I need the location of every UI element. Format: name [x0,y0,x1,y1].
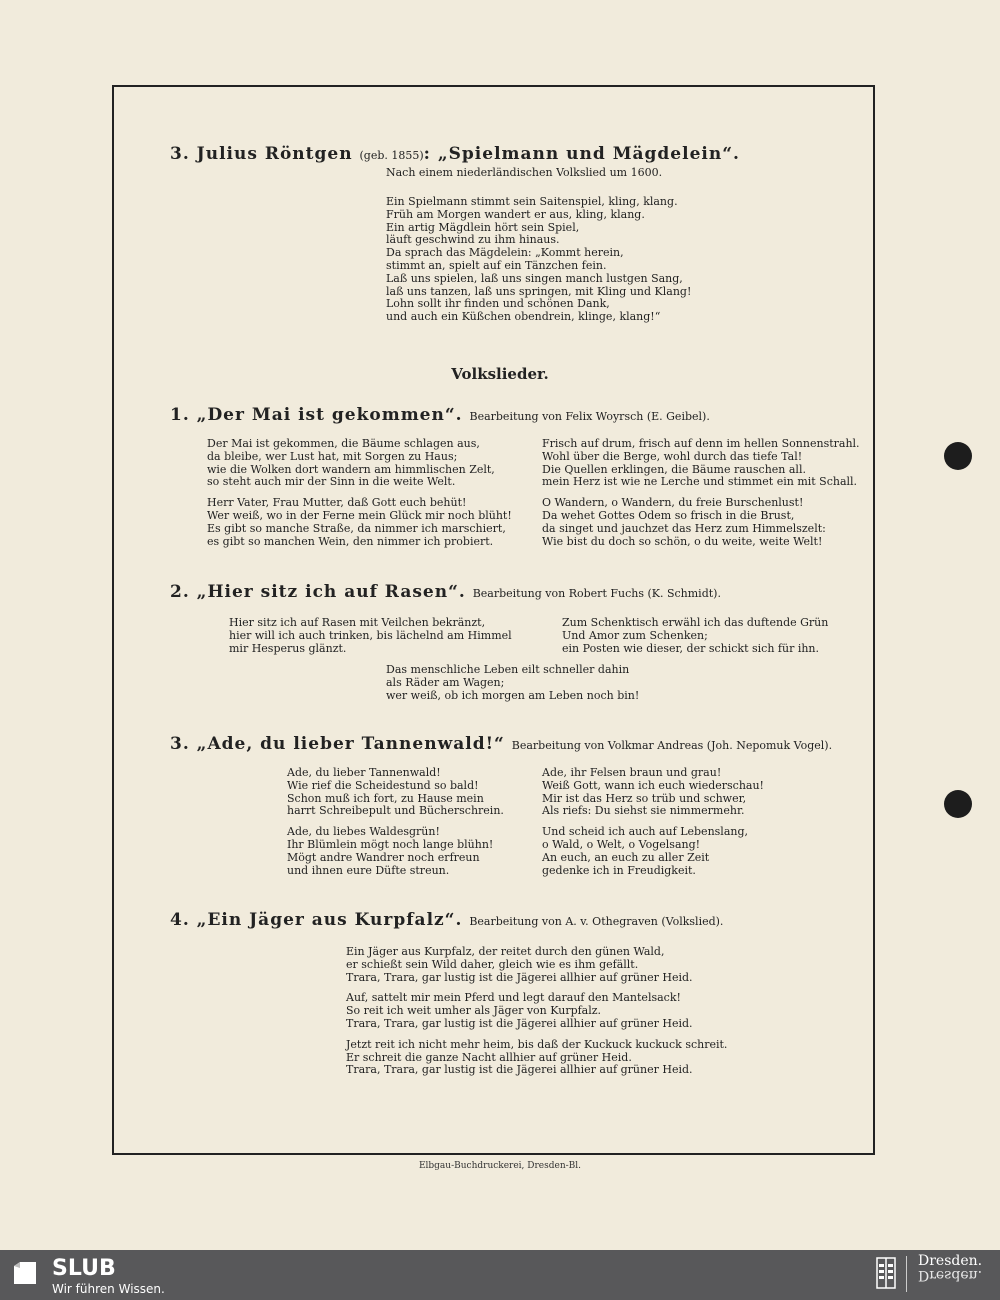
verse-line: es gibt so manchen Wein, den nimmer ich probiert. [207,534,494,548]
dresden-name-reflection: Dresden. [918,1267,983,1283]
verse-line: Laß uns spielen, laß uns singen manch lustgen Sang, [386,271,683,285]
verse-line: und ihnen eure Düfte streun. [287,863,450,877]
verse-line: Ade, ihr Felsen braun und grau! [542,766,722,779]
verse-line: er schießt sein Wild daher, gleich wie es ihm gefällt. [346,957,639,971]
slub-logo-icon [12,1260,38,1286]
song1-right-column [542,438,860,556]
roentgen-note: Nach einem niederländischen Volkslied um 1600. [386,166,663,179]
verse-line: mein Herz ist wie ne Lerche und stimmet ein mit Schall. [542,475,858,489]
printer-imprint: Elbgau-Buchdruckerei, Dresden-Bl. [418,1161,582,1171]
slub-footer-bar [0,1250,1000,1300]
verse-line: Da sprach das Mägdelein: „Kommt herein, [386,246,624,260]
roentgen-title [170,144,740,164]
song1-left-column [207,438,512,556]
verse-line: Schon muß ich fort, zu Hause mein [287,791,484,805]
verse-line: So reit ich weit umher als Jäger von Kurpfalz. [346,1004,602,1018]
footer-divider [906,1256,907,1292]
song4-title-text: 4. „Ein Jäger aus Kurpfalz“. [170,910,463,930]
verse-line: Mögt andre Wandrer noch erfreun [287,850,480,864]
song2-title [170,582,721,602]
verse-line: Wohl über die Berge, wohl durch das tiefe Tal! [542,449,803,463]
song2-left-column [229,617,512,655]
verse-line: Mir ist das Herz so trüb und schwer, [542,791,747,805]
verse-line: Herr Vater, Frau Mutter, daß Gott euch behüt! [207,496,467,510]
verse-line: Ein Spielmann stimmt sein Saitenspiel, kling, klang. [386,195,678,208]
verse-line: Jetzt reit ich nicht mehr heim, bis daß der Kuckuck kuckuck schreit. [346,1037,728,1051]
stanza [542,767,764,818]
verse-line: Auf, sattelt mir mein Pferd und legt darauf den Mantelsack! [346,991,681,1005]
stanza [207,497,512,548]
verse-line: so steht auch mir der Sinn in die weite Welt. [207,475,456,489]
slub-name: SLUB [52,1256,116,1281]
verse-line: mir Hesperus glänzt. [229,641,347,655]
verse-line: ein Posten wie dieser, der schickt sich für ihn. [562,641,820,655]
stanza [287,767,504,818]
stanza [287,826,504,877]
verse-line: Wer weiß, wo in der Ferne mein Glück mir noch blüht! [207,508,512,522]
dresden-coat-of-arms-icon [876,1256,896,1292]
stanza [346,1039,727,1077]
song4-verse [346,946,727,1085]
verse-line: stimmt an, spielt auf ein Tänzchen fein. [386,258,607,272]
roentgen-dates: (geb. 1855) [359,149,424,162]
punch-hole [944,790,972,818]
stanza [542,497,860,548]
verse-line: Die Quellen erklingen, die Bäume rauschen all. [542,462,806,476]
verse-line: Und scheid ich auch auf Lebenslang, [542,825,748,839]
verse-line: Wie rief die Scheidestund so bald! [287,778,479,792]
verse-line: Frisch auf drum, frisch auf denn im hellen Sonnenstrahl. [542,437,860,450]
song4-arrangement: Bearbeitung von A. v. Othegraven (Volkslied). [469,915,724,928]
verse-line: Ade, du liebes Waldesgrün! [287,825,440,839]
verse-line: laß uns tanzen, laß uns springen, mit Kling und Klang! [386,284,692,298]
song1-title [170,405,710,425]
verse-line: Lohn sollt ihr finden und schönen Dank, [386,297,610,311]
stanza [542,826,764,877]
roentgen-song-title: : „Spielmann und Mägdelein“. [423,144,740,164]
stanza [346,946,727,984]
punch-hole [944,442,972,470]
verse-line: und auch ein Küßchen obendrein, klinge, klang!“ [386,310,661,324]
song2-title-text: 2. „Hier sitz ich auf Rasen“. [170,582,466,602]
verse-line: da bleibe, wer Lust hat, mit Sorgen zu Haus; [207,449,458,463]
song3-right-column [542,767,764,885]
verse-line: Und Amor zum Schenken; [562,628,708,642]
verse-line: Trara, Trara, gar lustig ist die Jägerei allhier auf grüner Heid. [346,1016,693,1030]
verse-line: Trara, Trara, gar lustig ist die Jägerei allhier auf grüner Heid. [346,970,693,984]
verse-line: hier will ich auch trinken, bis lächelnd am Himmel [229,628,512,642]
verse-line: wie die Wolken dort wandern am himmlischen Zelt, [207,462,495,476]
verse-line: Hier sitz ich auf Rasen mit Veilchen bekränzt, [229,616,486,629]
song2-arrangement: Bearbeitung von Robert Fuchs (K. Schmidt). [472,587,721,600]
verse-line: An euch, an euch zu aller Zeit [542,850,710,864]
verse-line: als Räder am Wagen; [386,675,505,689]
song3-left-column [287,767,504,885]
verse-line: Früh am Morgen wandert er aus, kling, klang. [386,207,645,221]
verse-line: Es gibt so manche Straße, da nimmer ich marschiert, [207,521,506,535]
song3-arrangement: Bearbeitung von Volkmar Andreas (Joh. Nepomuk Vogel). [511,739,833,752]
verse-line: Weiß Gott, wann ich euch wiederschau! [542,778,764,792]
volkslieder-heading: Volkslieder. [451,365,549,383]
verse-line: da singet und jauchzet das Herz zum Himmelszelt: [542,521,826,535]
verse-line: O Wandern, o Wandern, du freie Burschenlust! [542,496,804,510]
verse-line: Da wehet Gottes Odem so frisch in die Brust, [542,508,795,522]
verse-line: wer weiß, ob ich morgen am Leben noch bin! [386,688,640,702]
verse-line: Wie bist du doch so schön, o du weite, weite Welt! [542,534,823,548]
verse-line: harrt Schreibepult und Bücherschrein. [287,804,504,818]
verse-line: Trara, Trara, gar lustig ist die Jägerei allhier auf grüner Heid. [346,1063,693,1077]
song3-title-text: 3. „Ade, du lieber Tannenwald!“ [170,734,505,754]
verse-line: Das menschliche Leben eilt schneller dahin [386,663,630,676]
verse-line: läuft geschwind zu ihm hinaus. [386,233,560,247]
verse-line: gedenke ich in Freudigkeit. [542,863,696,877]
song1-arrangement: Bearbeitung von Felix Woyrsch (E. Geibel). [469,410,710,423]
stanza [207,438,512,489]
verse-line: Als riefs: Du siehst sie nimmermehr. [542,804,745,818]
slub-slogan: Wir führen Wissen. [52,1282,165,1296]
dresden-name: Dresden. [918,1253,983,1269]
verse-line: Ein Jäger aus Kurpfalz, der reitet durch den günen Wald, [346,945,665,958]
song2-center-stanza [386,664,639,702]
song1-title-text: 1. „Der Mai ist gekommen“. [170,405,463,425]
roentgen-composer: 3. Julius Röntgen [170,144,353,164]
verse-line: Der Mai ist gekommen, die Bäume schlagen aus, [207,437,480,450]
verse-line: Zum Schenktisch erwähl ich das duftende Grün [562,616,829,629]
stanza [542,438,860,489]
verse-line: Er schreit die ganze Nacht allhier auf grüner Heid. [346,1050,632,1064]
verse-line: Ade, du lieber Tannenwald! [287,766,441,779]
verse-line: o Wald, o Welt, o Vogelsang! [542,837,701,851]
song4-title [170,910,723,930]
verse-line: Ihr Blümlein mögt noch lange blühn! [287,837,494,851]
song3-title [170,734,832,754]
song2-right-column [562,617,828,655]
stanza [346,992,727,1030]
roentgen-verse [386,196,691,324]
verse-line: Ein artig Mägdlein hört sein Spiel, [386,220,580,234]
